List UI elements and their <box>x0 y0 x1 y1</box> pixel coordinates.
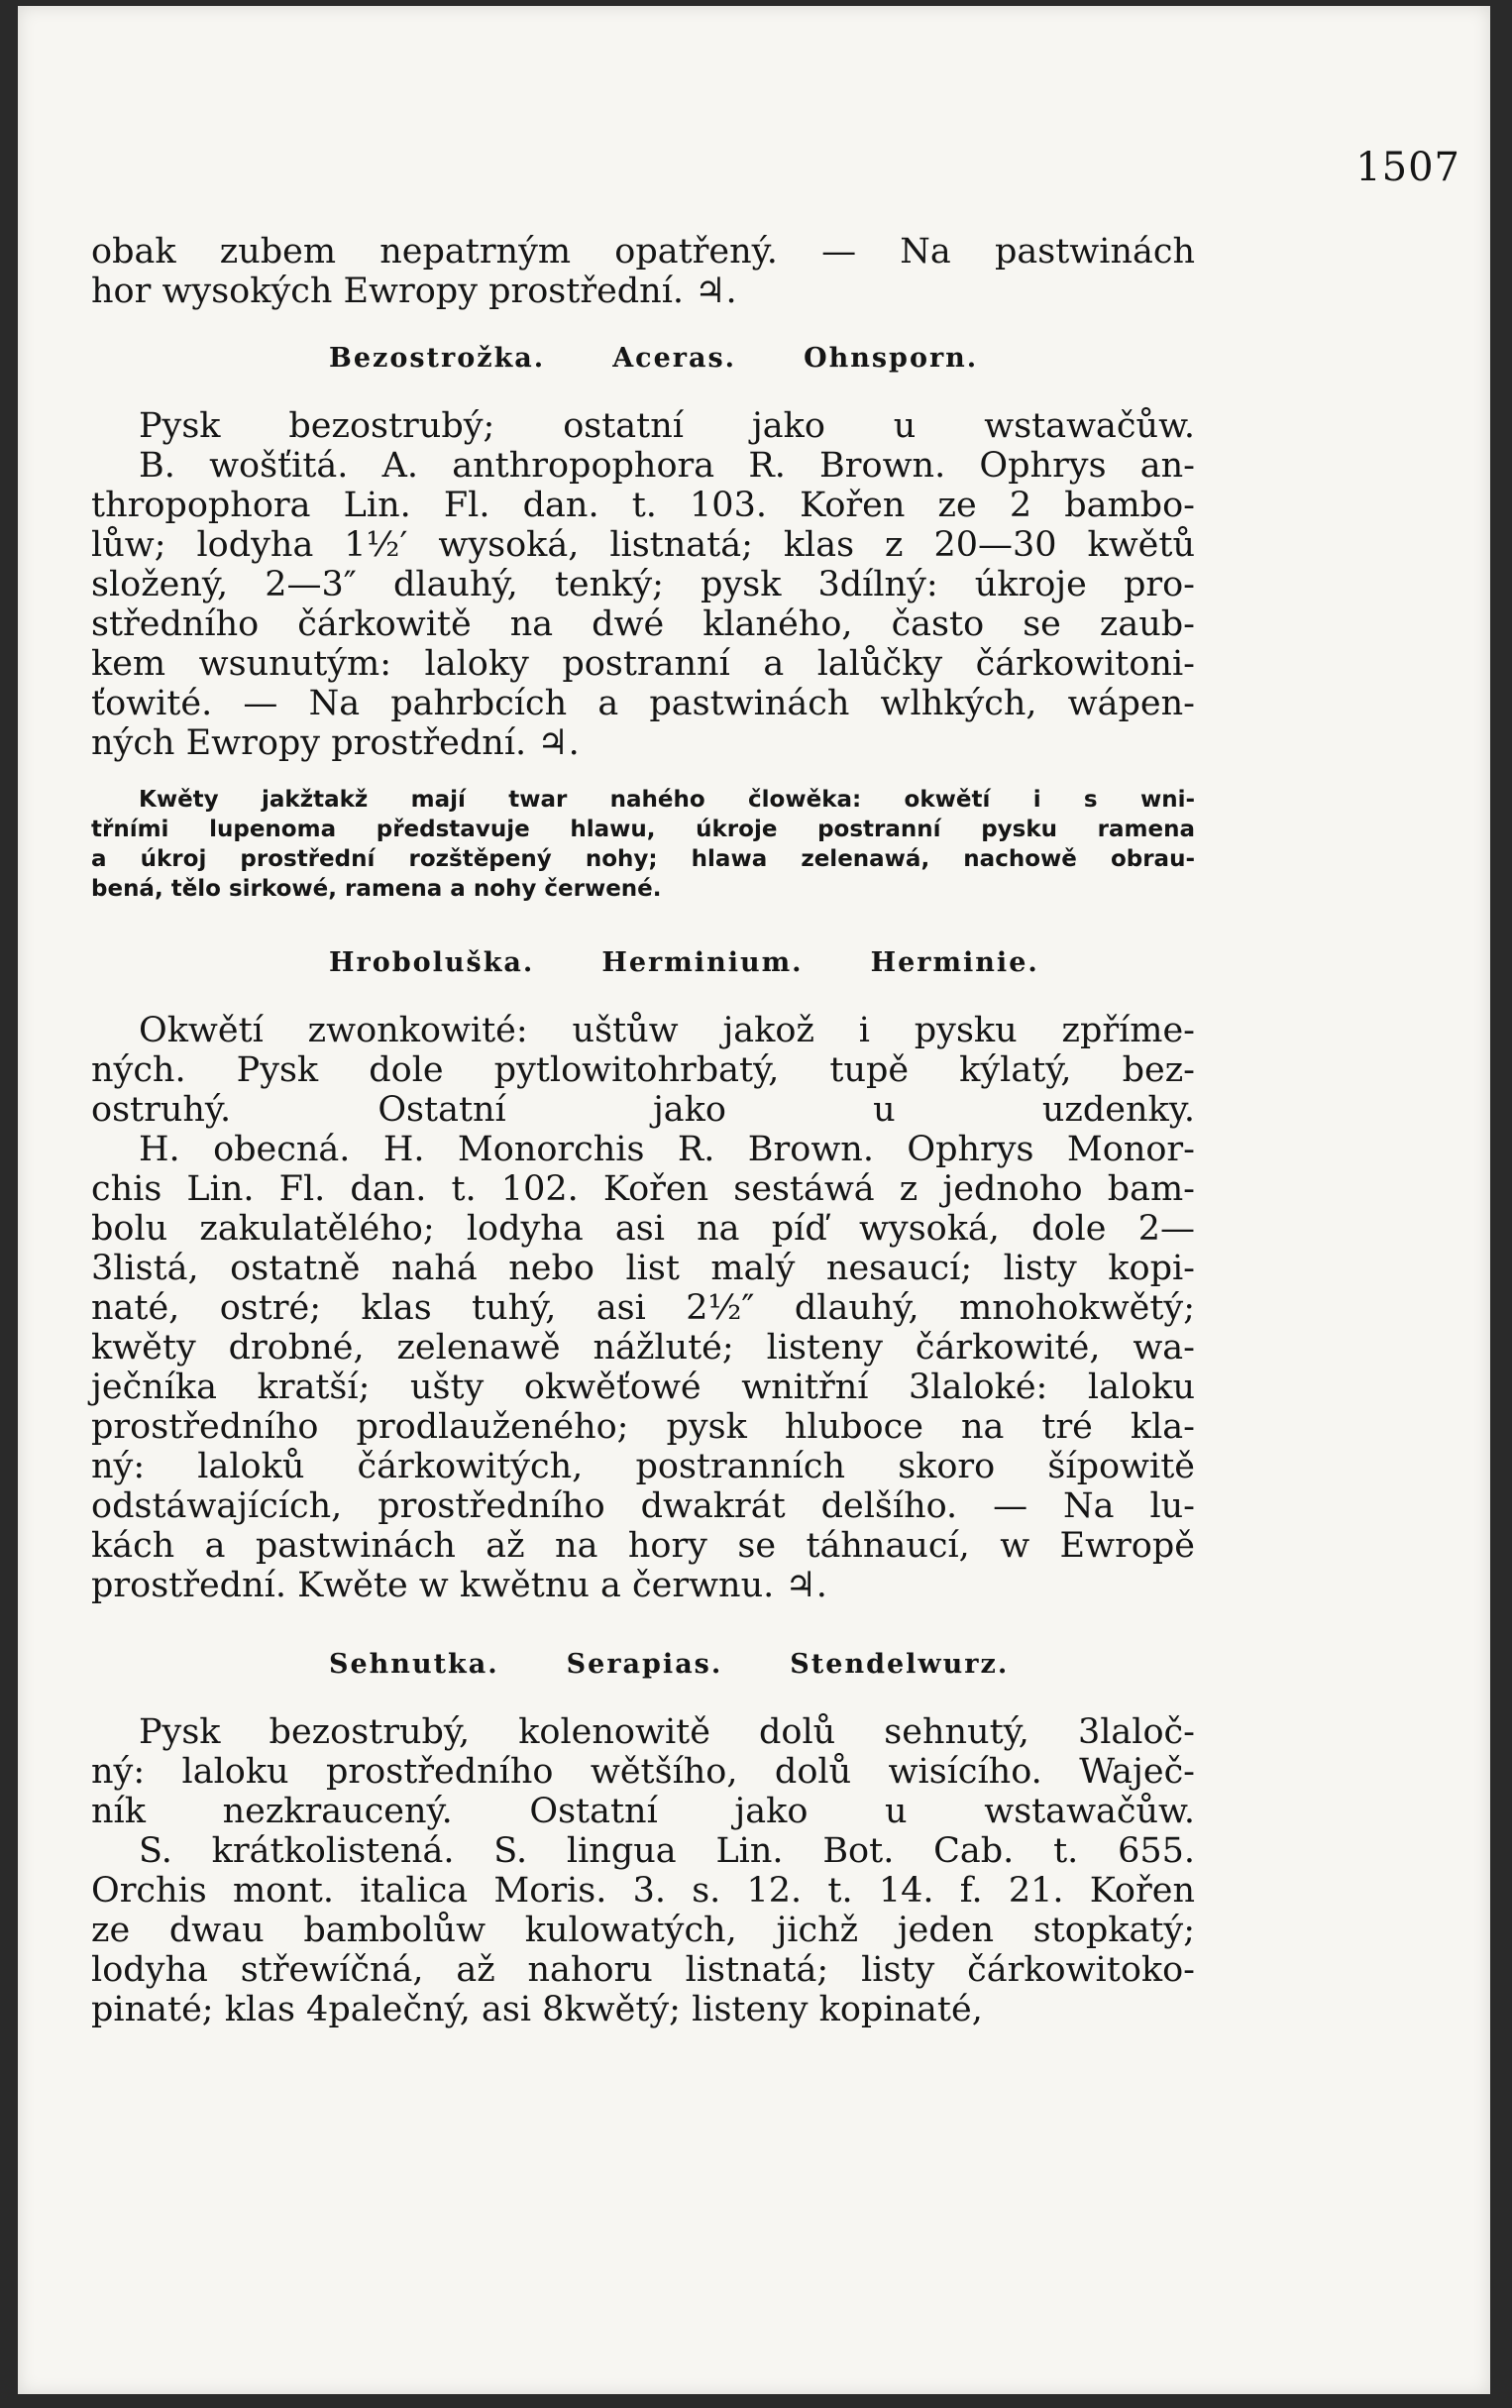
text-paragraph <box>91 406 1195 763</box>
text-paragraph <box>91 232 1195 311</box>
spacer <box>91 763 1195 785</box>
text-line: thropophora Lin. Fl. dan. t. 103. Kořen ze 2 bambo- <box>91 486 1195 525</box>
text-line: ječníka kratší; ušty okwěťowé wnitřní 3laloké: laloku <box>91 1368 1195 1407</box>
genus-heading-name: Stendelwurz. <box>790 1649 1010 1680</box>
text-line: složený, 2—3″ dlauhý, tenký; pysk 3dílný: úkroje pro- <box>91 565 1195 604</box>
text-line: třními lupenoma představuje hlawu, úkroje postranní pysku ramena <box>91 817 1195 842</box>
text-line: bolu zakulatělého; lodyha asi na píď wysoká, dole 2— <box>91 1209 1195 1249</box>
text-line: a úkroj prostřední rozštěpený nohy; hlawa zelenawá, nachowě obrau- <box>91 846 1195 872</box>
text-line: ník nezkraucený. Ostatní jako u wstawačůw. <box>91 1792 1195 1831</box>
text-line: středního čárkowitě na dwé klaného, často se zaub- <box>91 604 1195 644</box>
text-line: ostruhý. Ostatní jako u uzdenky. <box>91 1090 1195 1130</box>
text-line: kwěty drobné, zelenawě nážluté; listeny čárkowité, wa- <box>91 1328 1195 1368</box>
genus-heading-name: Sehnutka. <box>329 1649 499 1680</box>
text-line: chis Lin. Fl. dan. t. 102. Kořen sestáwá z jednoho bam- <box>91 1169 1195 1209</box>
text-line: odstáwajících, prostředního dwakrát delšího. — Na lu- <box>91 1486 1195 1526</box>
spacer <box>91 384 1195 406</box>
genus-heading-name: Bezostrožka. <box>329 343 546 374</box>
spacer <box>91 1691 1195 1712</box>
text-line: Pysk bezostrubý, kolenowitě dolů sehnutý, 3laloč- <box>139 1712 1195 1752</box>
text-line: ný: laloků čárkowitých, postranních skoro šípowitě <box>91 1447 1195 1486</box>
page-text <box>91 232 1195 2029</box>
text-line: kem wsunutým: laloky postranní a lalůčky čárkowitoni- <box>91 644 1195 684</box>
spacer <box>91 989 1195 1011</box>
spacer <box>91 1605 1195 1639</box>
text-line: ze dwau bambolůw kulowatých, jichž jeden stopkatý; <box>91 1911 1195 1950</box>
text-line: B. wošťitá. A. anthropophora R. Brown. Ophrys an- <box>139 446 1195 486</box>
genus-heading-name: Herminie. <box>870 947 1039 978</box>
genus-heading-name: Serapias. <box>566 1649 723 1680</box>
text-line: lůw; lodyha 1½′ wysoká, listnatá; klas z 20—30 kwětů <box>91 525 1195 565</box>
text-line: Orchis mont. italica Moris. 3. s. 12. t. 14. f. 21. Kořen <box>91 1871 1195 1911</box>
text-line: lodyha střewíčná, až nahoru listnatá; listy čárkowitoko- <box>91 1950 1195 1990</box>
text-line: prostředního prodlauženého; pysk hluboce na tré kla- <box>91 1407 1195 1447</box>
text-line: ných. Pysk dole pytlowitohrbatý, tupě kýlatý, bez- <box>91 1050 1195 1090</box>
genus-heading-name: Ohnsporn. <box>804 343 979 374</box>
text-line: ných Ewropy prostřední. ♃. <box>91 723 580 763</box>
genus-heading-name: Hroboluška. <box>329 947 535 978</box>
page-number: 1507 <box>1355 145 1460 190</box>
text-line: Kwěty jakžtakž mají twar nahého člowěka: okwětí i s wni- <box>139 787 1195 813</box>
text-line: 3listá, ostatně nahá nebo list malý nesaucí; listy kopi- <box>91 1249 1195 1288</box>
text-line: kách a pastwinách až na hory se táhnaucí, w Ewropě <box>91 1526 1195 1566</box>
spacer <box>91 311 1195 333</box>
genus-heading-name: Herminium. <box>601 947 804 978</box>
text-line: obak zubem nepatrným opatřený. — Na pastwinách <box>91 232 1195 272</box>
text-line: hor wysokých Ewropy prostřední. ♃. <box>91 272 737 311</box>
text-line: ný: laloku prostředního wětšího, dolů wisícího. Waječ- <box>91 1752 1195 1792</box>
genus-heading <box>91 937 1195 989</box>
genus-heading <box>91 1639 1195 1691</box>
text-line: Pysk bezostrubý; ostatní jako u wstawačůw. <box>139 406 1195 446</box>
spacer <box>91 904 1195 937</box>
text-line: H. obecná. H. Monorchis R. Brown. Ophrys Monor- <box>139 1130 1195 1169</box>
text-line: prostřední. Kwěte w kwětnu a čerwnu. ♃. <box>91 1566 827 1605</box>
book-page <box>18 6 1490 2394</box>
text-line: bená, tělo sirkowé, ramena a nohy čerwené. <box>91 876 662 902</box>
text-line: ťowité. — Na pahrbcích a pastwinách wlhkých, wápen- <box>91 684 1195 723</box>
text-line: Okwětí zwonkowité: uštůw jakož i pysku zpříme- <box>139 1011 1195 1050</box>
text-paragraph <box>91 1011 1195 1605</box>
text-paragraph <box>91 1712 1195 2029</box>
genus-heading <box>91 333 1195 384</box>
text-line: naté, ostré; klas tuhý, asi 2½″ dlauhý, mnohokwětý; <box>91 1288 1195 1328</box>
text-line: S. krátkolistená. S. lingua Lin. Bot. Cab. t. 655. <box>139 1831 1195 1871</box>
note-paragraph <box>91 785 1195 904</box>
genus-heading-name: Aceras. <box>612 343 737 374</box>
text-line: pinaté; klas 4palečný, asi 8kwětý; listeny kopinaté, <box>91 1990 983 2029</box>
